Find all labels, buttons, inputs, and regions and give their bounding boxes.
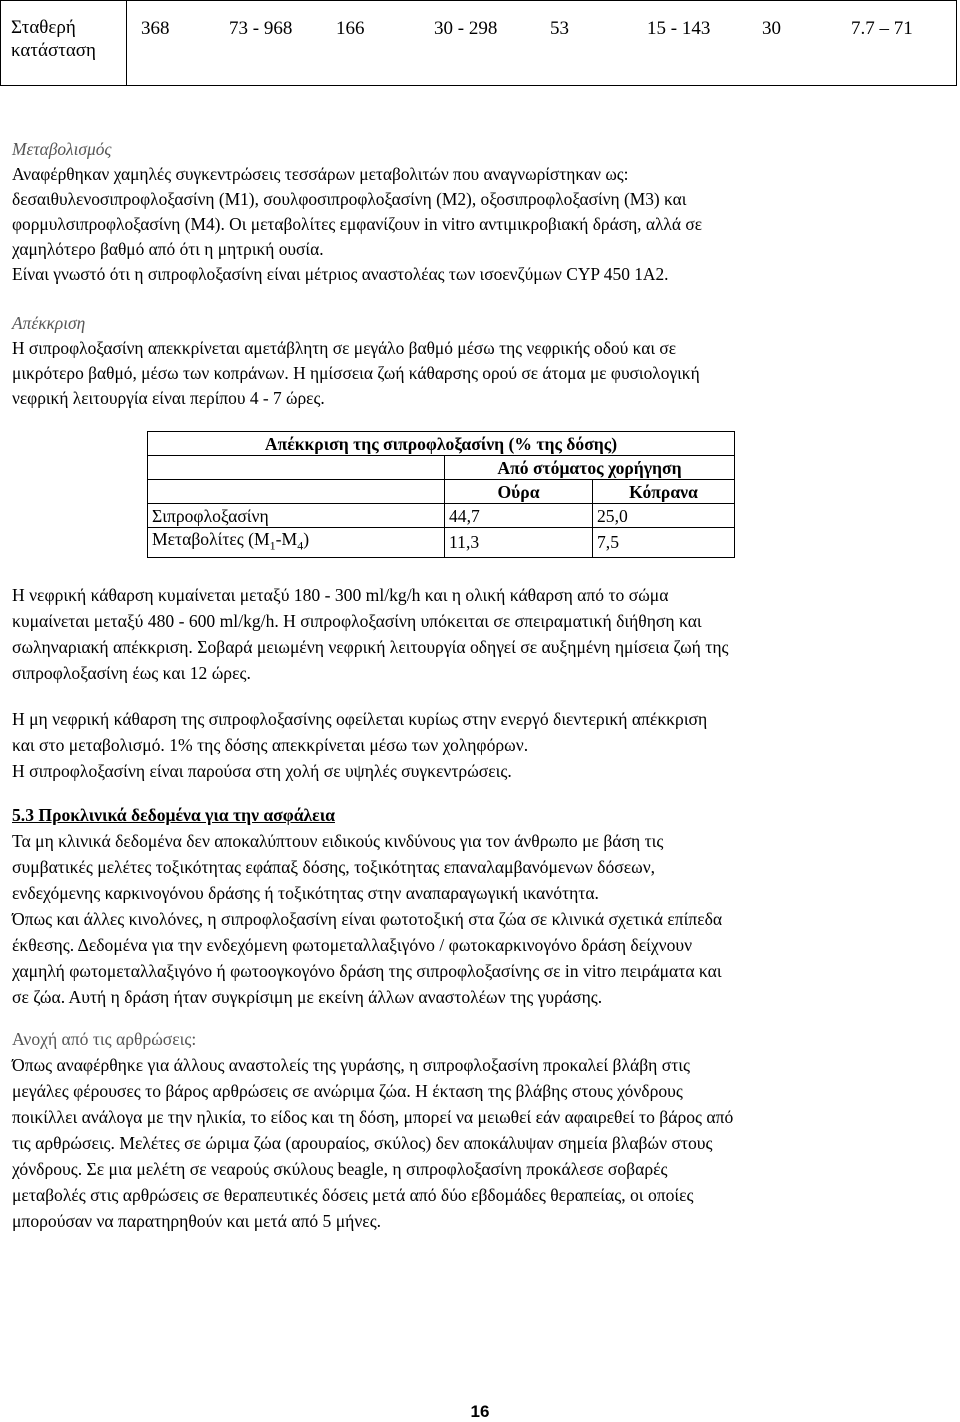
- joints-section: [12, 1026, 950, 1234]
- row-label: Σιπροφλοξασίνη: [148, 504, 445, 528]
- text-line: χαμηλή φωτομεταλλαξιγόνο ή φωτοογκογόνο δράση της σιπροφλοξασίνης σε in vitro πειράματα και: [12, 961, 722, 981]
- text-line: ποικίλλει ανάλογα με την ηλικία, το είδος και τη δόση, μπορεί να μειωθεί εάν αφαιρεθεί το βάρος από: [12, 1107, 734, 1127]
- text-line: δεσαιθυλενοσιπροφλοξασίνη (M1), σουλφοσιπροφλοξασίνη (M2), οξοσιπροφλοξασίνη (M3) και: [12, 189, 687, 209]
- text-line: τις αρθρώσεις. Μελέτες σε ώριμα ζώα (αρουραίος, σκύλος) δεν αποκάλυψαν σημεία βλαβών στους: [12, 1133, 713, 1153]
- excretion-table-subhead: Από στόματος χορήγηση: [445, 456, 735, 480]
- table-row: [148, 432, 735, 456]
- table-cell: 166: [336, 18, 365, 39]
- excretion-heading: Απέκκριση: [12, 313, 86, 333]
- preclinical-heading: 5.3 Προκλινικά δεδομένα για την ασφάλεια: [12, 805, 335, 825]
- excretion-table-title: Απέκκριση της σιπροφλοξασίνη (% της δόσης): [148, 432, 735, 456]
- text-line: σιπροφλοξασίνη έως και 12 ώρες.: [12, 663, 251, 683]
- text-line: Η νεφρική κάθαρση κυμαίνεται μεταξύ 180 - 300 ml/kg/h και η ολική κάθαρση από το σώμα: [12, 585, 669, 605]
- text-line: φορμυλσιπροφλοξασίνη (M4). Οι μεταβολίτες εμφανίζουν in vitro αντιμικροβιακή δράση, αλλά σε: [12, 214, 702, 234]
- steady-state-values: [127, 1, 957, 86]
- column-header-feces: Κόπρανα: [593, 480, 735, 504]
- subscript: 1: [269, 538, 276, 553]
- text-line: χαμηλότερο βαθμό από ότι η μητρική ουσία.: [12, 239, 324, 259]
- joints-heading: Ανοχή από τις αρθρώσεις:: [12, 1029, 197, 1049]
- table-cell: [148, 456, 445, 480]
- text-line: Όπως και άλλες κινολόνες, η σιπροφλοξασίνη είναι φωτοτοξική στα ζώα σε κλινικά σχετικά επίπεδα: [12, 909, 723, 929]
- excretion-section: [12, 311, 950, 411]
- text-line: Η σιπροφλοξασίνη απεκκρίνεται αμετάβλητη σε μεγάλο βαθμό μέσω της νεφρικής οδού και σε: [12, 338, 677, 358]
- table-cell: 53: [550, 18, 569, 39]
- metabolism-section: [12, 137, 950, 287]
- text-line: Είναι γνωστό ότι η σιπροφλοξασίνη είναι μέτριος αναστολέας των ισοενζύμων CYP 450 1A2.: [12, 264, 669, 284]
- text-line: μπορούσαν να παρατηρηθούν και μετά από 5 μήνες.: [12, 1211, 382, 1231]
- text-line: μεταβολές στις αρθρώσεις σε θεραπευτικές δόσεις μετά από δύο εβδομάδες θεραπείας, οι οποίες: [12, 1185, 694, 1205]
- table-cell: 7,5: [593, 528, 735, 558]
- table-cell: 30: [762, 18, 781, 39]
- text-line: και στο μεταβολισμό. 1% της δόσης απεκκρίνεται μέσω των χοληφόρων.: [12, 735, 529, 755]
- column-header-urine: Ούρα: [445, 480, 593, 504]
- text-line: χόνδρους. Σε μια μελέτη σε νεαρούς σκύλους beagle, η σιπροφλοξασίνη προκάλεσε σοβαρές: [12, 1159, 668, 1179]
- text-line: Τα μη κλινικά δεδομένα δεν αποκαλύπτουν ειδικούς κινδύνους για τον άνθρωπο με βάση τις: [12, 831, 664, 851]
- subscript: 4: [297, 538, 304, 553]
- text-line: μεγάλες φέρουσες το βάρος αρθρώσεις σε ανώριμα ζώα. Η έκταση της βλάβης στους χόνδρους: [12, 1081, 683, 1101]
- table-cell: 7.7 – 71: [851, 18, 913, 39]
- row-label-part: ): [303, 529, 310, 549]
- excretion-table: [147, 431, 735, 558]
- table-cell: 44,7: [445, 504, 593, 528]
- table-row: [148, 456, 735, 480]
- text-line: Η μη νεφρική κάθαρση της σιπροφλοξασίνης οφείλεται κυρίως στην ενεργό διεντερική απέκκριση: [12, 709, 708, 729]
- row-label-part: -M: [275, 529, 298, 549]
- table-row: [148, 504, 735, 528]
- text-line: συμβατικές μελέτες τοξικότητας εφάπαξ δόσης, τοξικότητας επαναλαμβανόμενων δόσεων,: [12, 857, 656, 877]
- table-cell: 30 - 298: [434, 18, 498, 39]
- table-row: [148, 528, 735, 558]
- clearance-section: [12, 582, 950, 686]
- text-line: νεφρική λειτουργία είναι περίπου 4 - 7 ώρες.: [12, 388, 325, 408]
- table-cell: 368: [141, 18, 170, 39]
- metabolism-heading: Μεταβολισμός: [12, 139, 112, 159]
- table-cell: 15 - 143: [647, 18, 711, 39]
- steady-state-table: [0, 0, 957, 86]
- table-cell: 11,3: [445, 528, 593, 558]
- table-row: [1, 1, 957, 86]
- page-number: 16: [470, 1402, 490, 1421]
- table-row: [148, 480, 735, 504]
- nonrenal-section: [12, 706, 950, 784]
- row-label-part: Μεταβολίτες (M: [152, 529, 270, 549]
- text-line: έκθεσης. Δεδομένα για την ενδεχόμενη φωτομεταλλαξιγόνο / φωτοκαρκινογόνο δράση δείχνουν: [12, 935, 693, 955]
- table-cell: [148, 480, 445, 504]
- text-line: Η σιπροφλοξασίνη είναι παρούσα στη χολή σε υψηλές συγκεντρώσεις.: [12, 761, 512, 781]
- table-cell: 73 - 968: [229, 18, 293, 39]
- text-line: σε ζώα. Αυτή η δράση ήταν συγκρίσιμη με εκείνη άλλων αναστολέων της γυράσης.: [12, 987, 603, 1007]
- table-cell: 25,0: [593, 504, 735, 528]
- text-line: κυμαίνεται μεταξύ 480 - 600 ml/kg/h. Η σιπροφλοξασίνη υπόκειται σε σπειραματική διήθηση και: [12, 611, 702, 631]
- text-line: Αναφέρθηκαν χαμηλές συγκεντρώσεις τεσσάρων μεταβολιτών που αναγνωρίστηκαν ως:: [12, 164, 629, 184]
- steady-state-label: Σταθερή κατάσταση: [1, 1, 127, 86]
- text-line: Όπως αναφέρθηκε για άλλους αναστολείς της γυράσης, η σιπροφλοξασίνη προκαλεί βλάβη στις: [12, 1055, 691, 1075]
- text-line: σωληναριακή απέκκριση. Σοβαρά μειωμένη νεφρική λειτουργία οδηγεί σε αυξημένη ημίσεια ζωή της: [12, 637, 729, 657]
- preclinical-section: [12, 802, 950, 1010]
- row-label: [148, 528, 445, 558]
- text-line: ενδεχόμενης καρκινογόνου δράσης ή τοξικότητας στην αναπαραγωγική ικανότητα.: [12, 883, 599, 903]
- text-line: μικρότερο βαθμό, μέσω των κοπράνων. Η ημίσσεια ζωή κάθαρσης ορού σε άτομα με φυσιολογική: [12, 363, 700, 383]
